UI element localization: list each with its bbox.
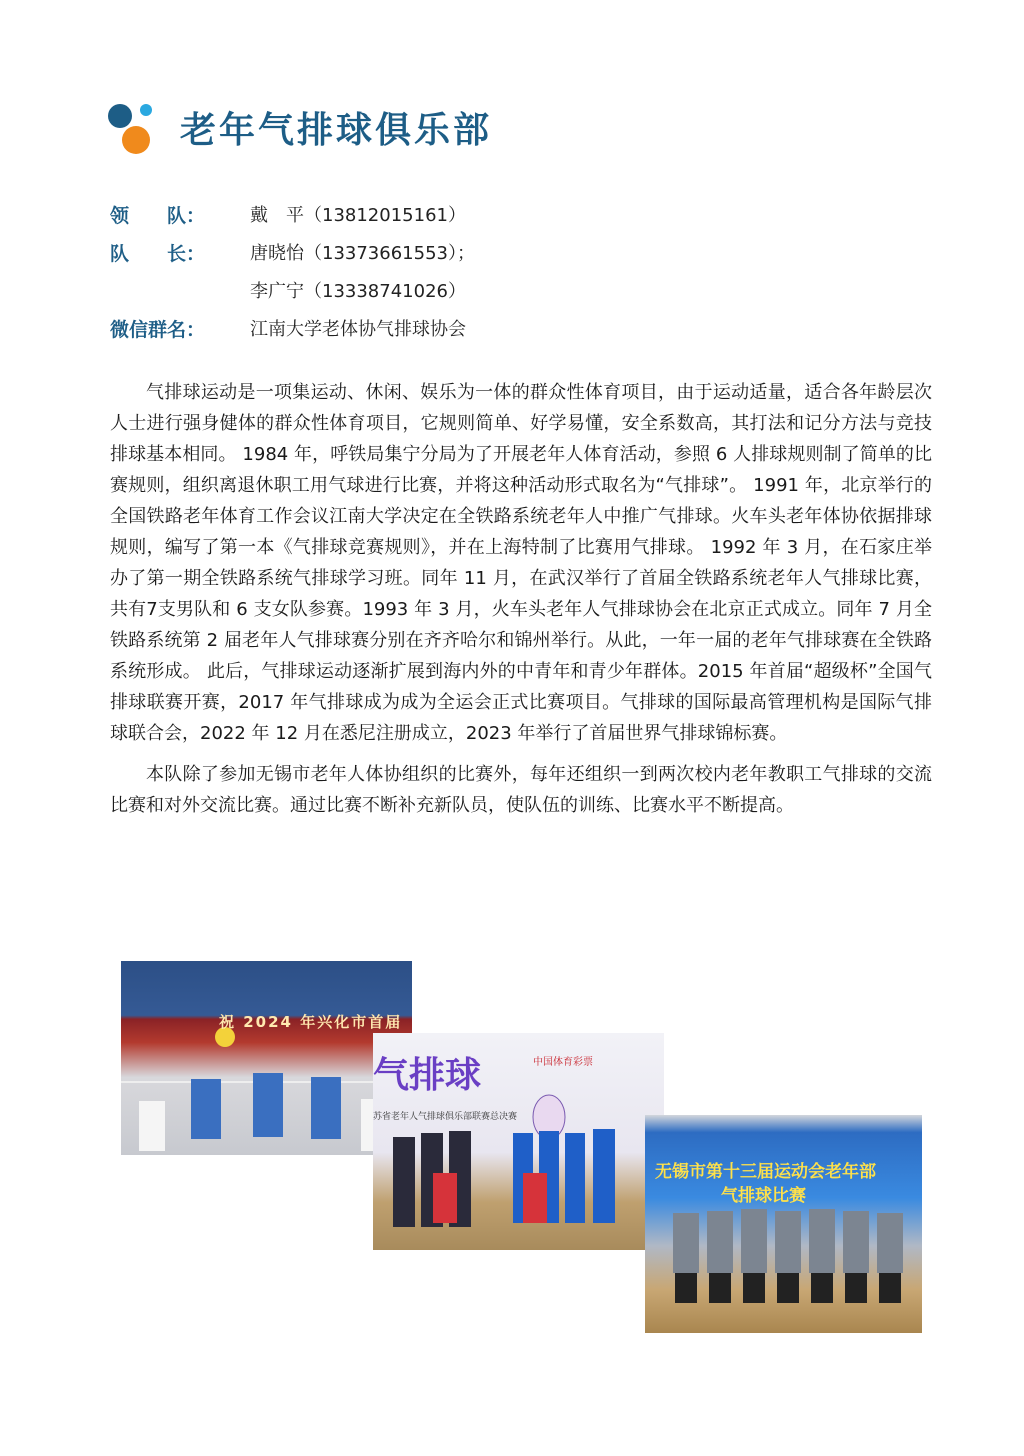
photo-3-title-1: 无锡市第十三届运动会老年部 [655, 1162, 876, 1182]
club-logo-icon [108, 103, 156, 155]
wechat-value: 江南大学老体协气排球协会 [250, 319, 466, 340]
captain-value-1: 唐晓怡（13373661553）； [250, 243, 475, 264]
photo-1-banner: 祝 2024 年兴化市首届 [219, 1013, 403, 1031]
leader-value: 戴 平（13812015161） [250, 205, 466, 226]
body-text [110, 377, 932, 831]
captain-value-2: 李广宁（13338741026） [250, 281, 466, 302]
paragraph-team: 本队除了参加无锡市老年人体协组织的比赛外，每年还组织一到两次校内老年教职工气排球的交流比赛和对外交流比赛。通过比赛不断补充新队员，使队伍的训练、比赛水平不断提高。 [110, 764, 932, 816]
photo-team-lineup [645, 1115, 922, 1333]
photo-3-title-2: 气排球比赛 [721, 1186, 806, 1206]
photo-2-logo: 中国体育彩票 [533, 1057, 593, 1068]
captain-label: 队 长： [110, 243, 206, 265]
photo-1-scene [121, 961, 412, 1155]
photo-3-scene [645, 1115, 922, 1333]
photo-match-action [121, 961, 412, 1155]
leader-label: 领 队： [110, 205, 206, 227]
page-title: 老年气排球俱乐部 [180, 110, 493, 151]
photo-2-title: 气排球 [373, 1055, 482, 1096]
photo-2-subtitle: 苏省老年人气排球俱乐部联赛总决赛 [373, 1112, 518, 1122]
wechat-label: 微信群名： [110, 319, 206, 341]
photo-group-award [373, 1033, 664, 1250]
paragraph-history: 气排球运动是一项集运动、休闲、娱乐为一体的群众性体育项目，由于运动适量，适合各年龄层次人士进行强身健体的群众性体育项目，它规则简单、好学易懂，安全系数高，其打法和记分方法与竞技排球基本相同。 1984 年，呼铁局集宁分局为了开展老年人体育活动，参照 6 人排球规则制了简单的比赛规则，组织离退休职工用气球进行比赛，并将这种活动形式取名为“气排球”。 1991 年，北京举行的全国铁路老年体育工作会议江南大学决定在全铁路系统老年人中推广气排球。火车头老年体协依据排球规则，编写了第一本《气排球竞赛规则》，并在上海特制了比赛用气排球。 1992 年 3 月，在石家庄举办了第一期全铁路系统气排球学习班。同年 11 月，在武汉举行了首届全铁路系统老年人气排球比赛，共有7支男队和 6 支女队参赛。1993 年 3 月，火车头老年人气排球协会在北京正式成立。同年 7 月全铁路系统第 2 届老年人气排球赛分别在齐齐哈尔和锦州举行。从此，一年一届的老年气排球赛在全铁路系统形成。 此后，气排球运动逐渐扩展到海内外的中青年和青少年群体。2015 年首届“超级杯”全国气排球联赛开赛，2017 年气排球成为成为全运会正式比赛项目。气排球的国际最高管理机构是国际气排球联合会，2022 年 12 月在悉尼注册成立，2023 年举行了首届世界气排球锦标赛。 [110, 382, 932, 744]
